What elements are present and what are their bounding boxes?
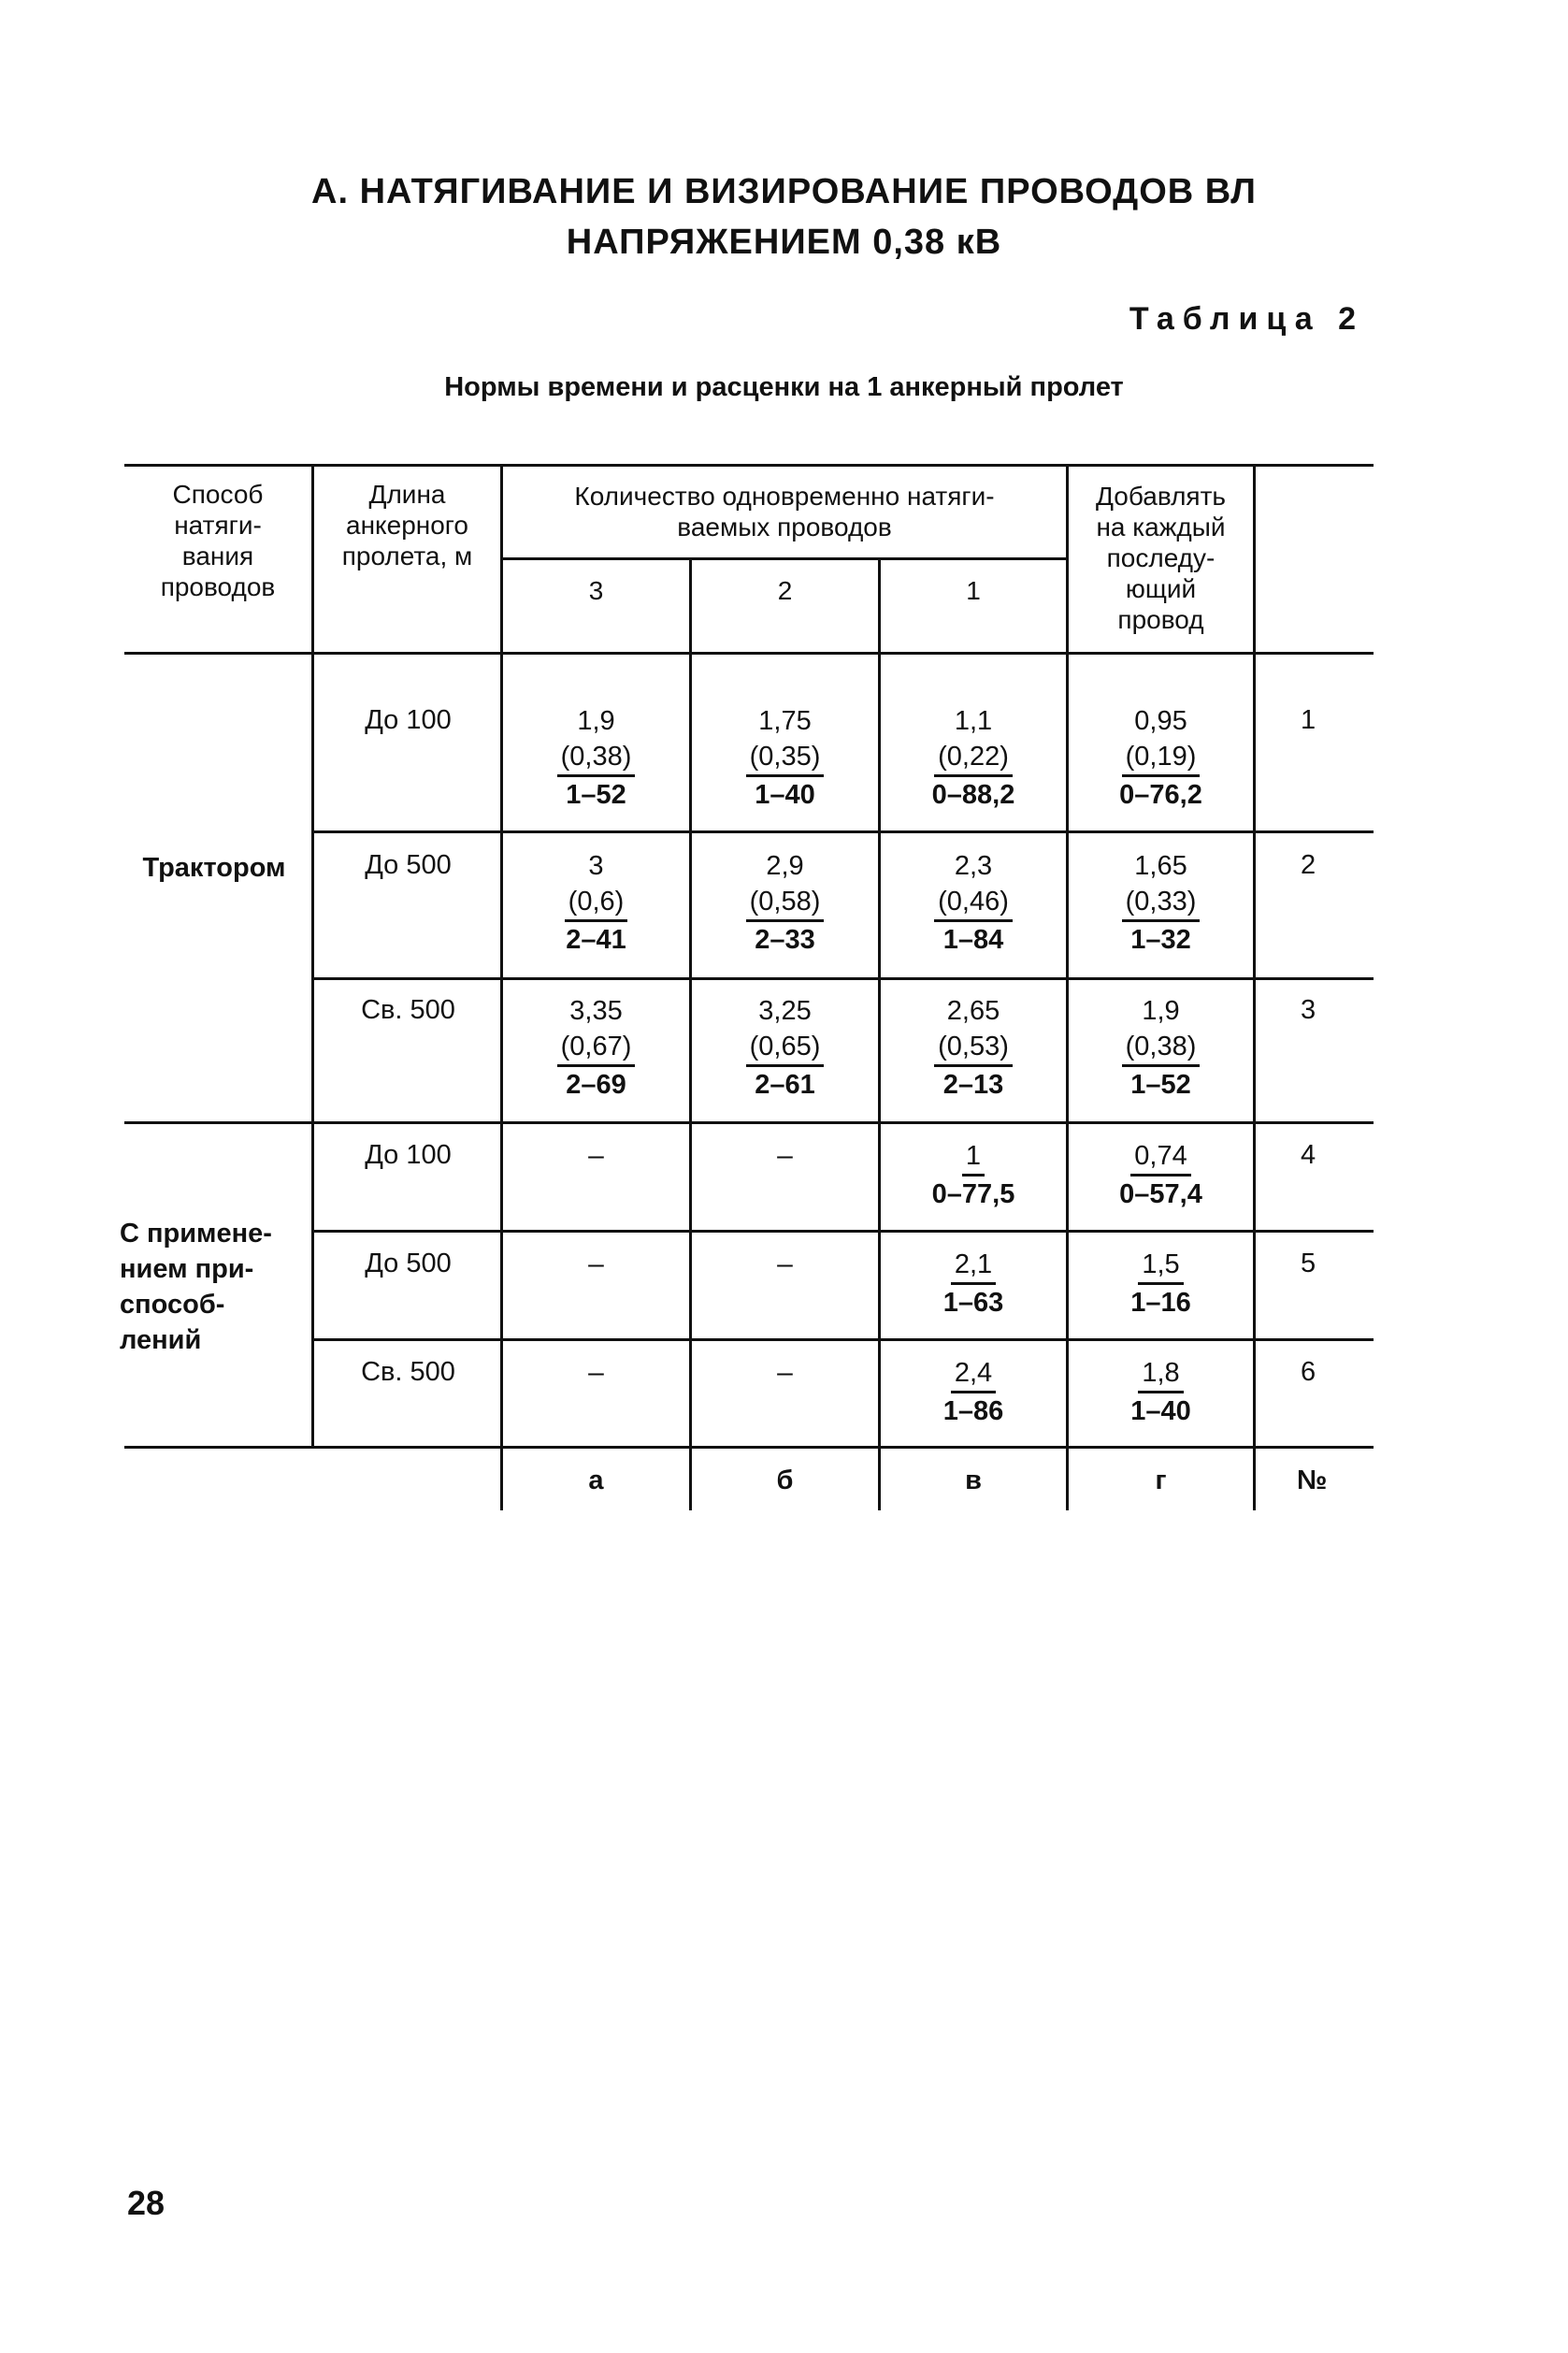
cell-c2: 3,25 (0,65) 2–61 (692, 993, 878, 1103)
cell-add: $\frac{1,5}{1-16}$ (1069, 1247, 1253, 1321)
header-add: Добавлять на каждый последу- ющий провод (1096, 482, 1226, 634)
cell-c1: $\frac{1}{0-77,5}$ (881, 1138, 1066, 1212)
cell-c2: – (777, 1249, 793, 1279)
rule-row-5 (311, 1338, 1374, 1341)
header-method: Способ натяги- вания проводов (160, 480, 276, 601)
header-count-1: 1 (966, 576, 981, 605)
cell-c2: 2,9 (0,58) 2–33 (692, 848, 878, 958)
row-number: 2 (1301, 850, 1316, 880)
rule-row-4 (311, 1230, 1374, 1233)
cell-add: 0,95 (0,19) 0–76,2 (1119, 706, 1202, 810)
cell-c1: 2,65 (0,53) 2–13 (881, 993, 1066, 1103)
page-number: 28 (127, 2184, 165, 2222)
col-rule-length (500, 464, 503, 1510)
row-number: 6 (1301, 1357, 1316, 1387)
cell-c3: – (588, 1357, 604, 1388)
cell-c1: 1,1 (0,22) 0–88,2 (931, 706, 1015, 810)
row-length: Св. 500 (361, 995, 455, 1025)
cell-c2: – (777, 1357, 793, 1388)
cell-c3: – (588, 1249, 604, 1279)
row-length: До 500 (365, 1249, 452, 1278)
row-number: 4 (1301, 1140, 1316, 1170)
title-line-2: НАПРЯЖЕНИЕМ 0,38 кВ (566, 223, 1002, 262)
cell-c2: 1,75 (0,35) 1–40 (692, 703, 878, 813)
row-number: 3 (1301, 995, 1316, 1025)
header-count-3: 3 (588, 576, 604, 605)
row-length: До 500 (365, 850, 452, 880)
table-caption: Нормы времени и расценки на 1 анкерный пролет (444, 372, 1124, 402)
footer-g: г (1155, 1465, 1167, 1495)
cell-c1: 2,3 (0,46) 1–84 (881, 848, 1066, 958)
row-length: До 100 (365, 705, 452, 735)
rule-row-2 (311, 977, 1374, 980)
footer-b: б (776, 1465, 794, 1495)
cell-c3: 3,35 (0,67) 2–69 (503, 993, 689, 1103)
group-tractor: Трактором (142, 853, 286, 883)
footer-a: а (588, 1465, 604, 1495)
cell-c3: 3 (0,6) 2–41 (566, 851, 626, 955)
header-length: Длина анкерного пролета, м (341, 480, 473, 570)
cell-c1: $\frac{2,4}{1-86}$ (881, 1355, 1066, 1429)
rule-subheader (500, 557, 1068, 560)
cell-add: 1,9 (0,38) 1–52 (1069, 993, 1253, 1103)
footer-v: в (965, 1465, 982, 1495)
table-label: Таблица 2 (1129, 301, 1364, 337)
col-rule-method (311, 464, 314, 1449)
header-count-2: 2 (777, 576, 793, 605)
col-rule-d (1253, 464, 1256, 1510)
row-length: До 100 (365, 1140, 452, 1170)
cell-c3: 1,9 (0,38) 1–52 (503, 703, 689, 813)
cell-add: $\frac{0,74}{0-57,4}$ (1069, 1138, 1253, 1212)
footer-number: № (1297, 1465, 1328, 1495)
cell-c2: – (777, 1140, 793, 1171)
row-number: 5 (1301, 1249, 1316, 1278)
group-devices: С примене- нием при- способ- лений (120, 1219, 272, 1355)
title-line-1: А. НАТЯГИВАНИЕ И ВИЗИРОВАНИЕ ПРОВОДОВ ВЛ (311, 172, 1257, 211)
cell-add: $\frac{1,8}{1-40}$ (1069, 1355, 1253, 1429)
header-count: Количество одновременно натяги- ваемых проводов (574, 482, 995, 541)
cell-add: 1,65 (0,33) 1–32 (1069, 848, 1253, 958)
rule-row-1 (311, 830, 1374, 833)
document-title (0, 166, 1568, 267)
cell-c1: $\frac{2,1}{1-63}$ (881, 1247, 1066, 1321)
row-length: Св. 500 (361, 1357, 455, 1387)
row-number: 1 (1301, 705, 1316, 735)
cell-c3: – (588, 1140, 604, 1171)
